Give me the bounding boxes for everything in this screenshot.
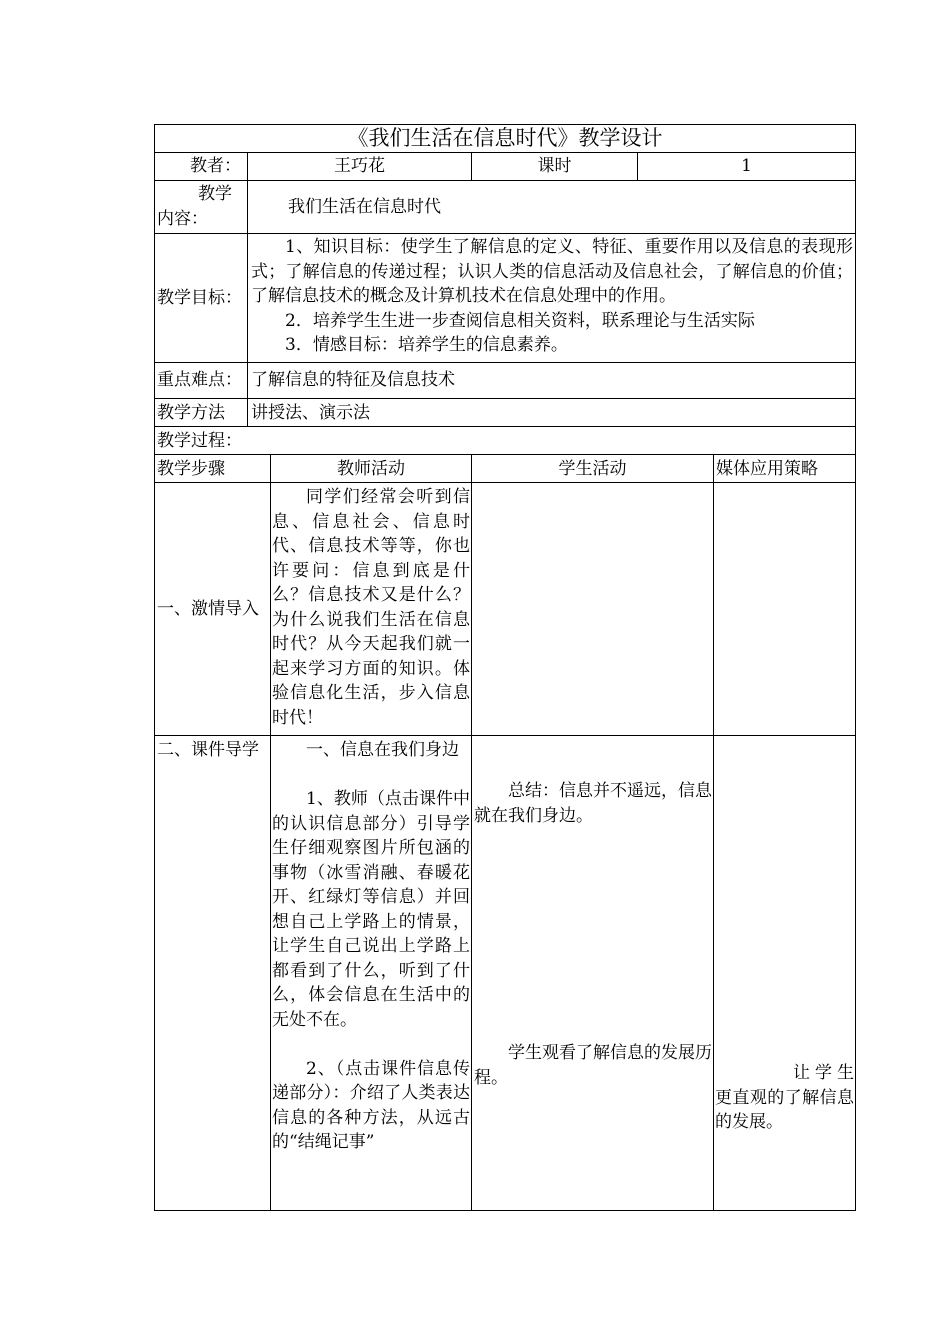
column-header-media: 媒体应用策略: [716, 459, 818, 479]
table-border-right: [855, 124, 856, 1211]
table-row-1-step: 一、激情导入: [157, 599, 259, 619]
spacer: [272, 1032, 470, 1057]
objective-item-1: 1、知识目标：使学生了解信息的定义、特征、重要作用以及信息的表现形式；了解信息的传递过程；认识人类的信息活动及信息社会，了解信息的价值；了解信息技术的概念及计算机技术在信息处理中的作用。: [251, 237, 853, 306]
row-divider: [154, 454, 856, 455]
col-divider: [471, 454, 472, 1211]
objective-item-3: 3．情感目标：培养学生的信息素养。: [285, 335, 568, 355]
key-points-label: 重点难点：: [157, 370, 242, 390]
table-row-1-teacher: 同学们经常会听到信息、信息社会、信息时代、信息技术等等，你也许要问：信息到底是什么？信息技术又是什么？为什么说我们生活在信息时代？从今天起我们就一起来学习方面的知识。体验信息化生活，步入信息时代！: [272, 487, 470, 728]
row-divider: [154, 180, 856, 181]
teacher-activity-p3: 2、（点击课件信息传递部分）：介绍了人类表达信息的各种方法，从远古的“结绳记事”: [272, 1058, 470, 1152]
content-label-line1: 教学: [198, 184, 232, 204]
student-activity-p1: 总结：信息并不遥远，信息就在我们身边。: [474, 781, 712, 826]
teacher-name: 王巧花: [334, 156, 385, 176]
row-divider: [154, 735, 856, 736]
table-border-bottom: [154, 1210, 856, 1211]
column-header-teacher: 教师活动: [337, 459, 405, 479]
column-header-step: 教学步骤: [157, 459, 225, 479]
media-strategy-p1: 让学生更直观的了解信息的发展。: [715, 1063, 854, 1132]
period-value: 1: [741, 156, 752, 176]
row-divider: [154, 398, 856, 399]
row-divider: [154, 362, 856, 363]
table-row-2-step: 二、课件导学: [157, 740, 259, 760]
row-divider: [154, 426, 856, 427]
period-label: 课时: [537, 156, 572, 176]
teacher-activity-p1: 一、信息在我们身边: [306, 740, 459, 760]
key-points-value: 了解信息的特征及信息技术: [251, 370, 455, 390]
row-divider: [154, 233, 856, 234]
col-divider: [270, 454, 271, 1211]
student-activity-p2: 学生观看了解信息的发展历程。: [474, 1043, 712, 1088]
content-label: [155, 182, 247, 233]
objectives-text: [248, 235, 855, 362]
spacer: [272, 763, 470, 788]
objective-item-2: 2．培养学生生进一步查阅信息相关资料，联系理论与生活实际: [285, 310, 755, 331]
row-divider: [154, 482, 856, 483]
table-row-2-teacher: [272, 738, 470, 1208]
teacher-label: 教者：: [190, 156, 241, 176]
method-label: 教学方法: [157, 403, 225, 423]
col-divider: [713, 454, 714, 1211]
content-label-line2: 内容：: [157, 208, 208, 229]
teacher-activity-p2: 1、教师（点击课件中的认识信息部分）引导学生仔细观察图片所包涵的事物（冰雪消融、春暖花开、红绿灯等信息）并回想自己上学路上的情景，让学生自己说出上学路上都看到了什么，听到了什么，体会信息在生活中的无处不在。: [272, 789, 470, 1030]
column-header-student: 学生活动: [558, 459, 627, 479]
process-label: 教学过程：: [157, 431, 242, 451]
objectives-label: 教学目标：: [157, 288, 242, 308]
page-title: 《我们生活在信息时代》教学设计: [347, 126, 663, 150]
content-value: 我们生活在信息时代: [288, 197, 441, 217]
method-value: 讲授法、演示法: [251, 403, 370, 423]
